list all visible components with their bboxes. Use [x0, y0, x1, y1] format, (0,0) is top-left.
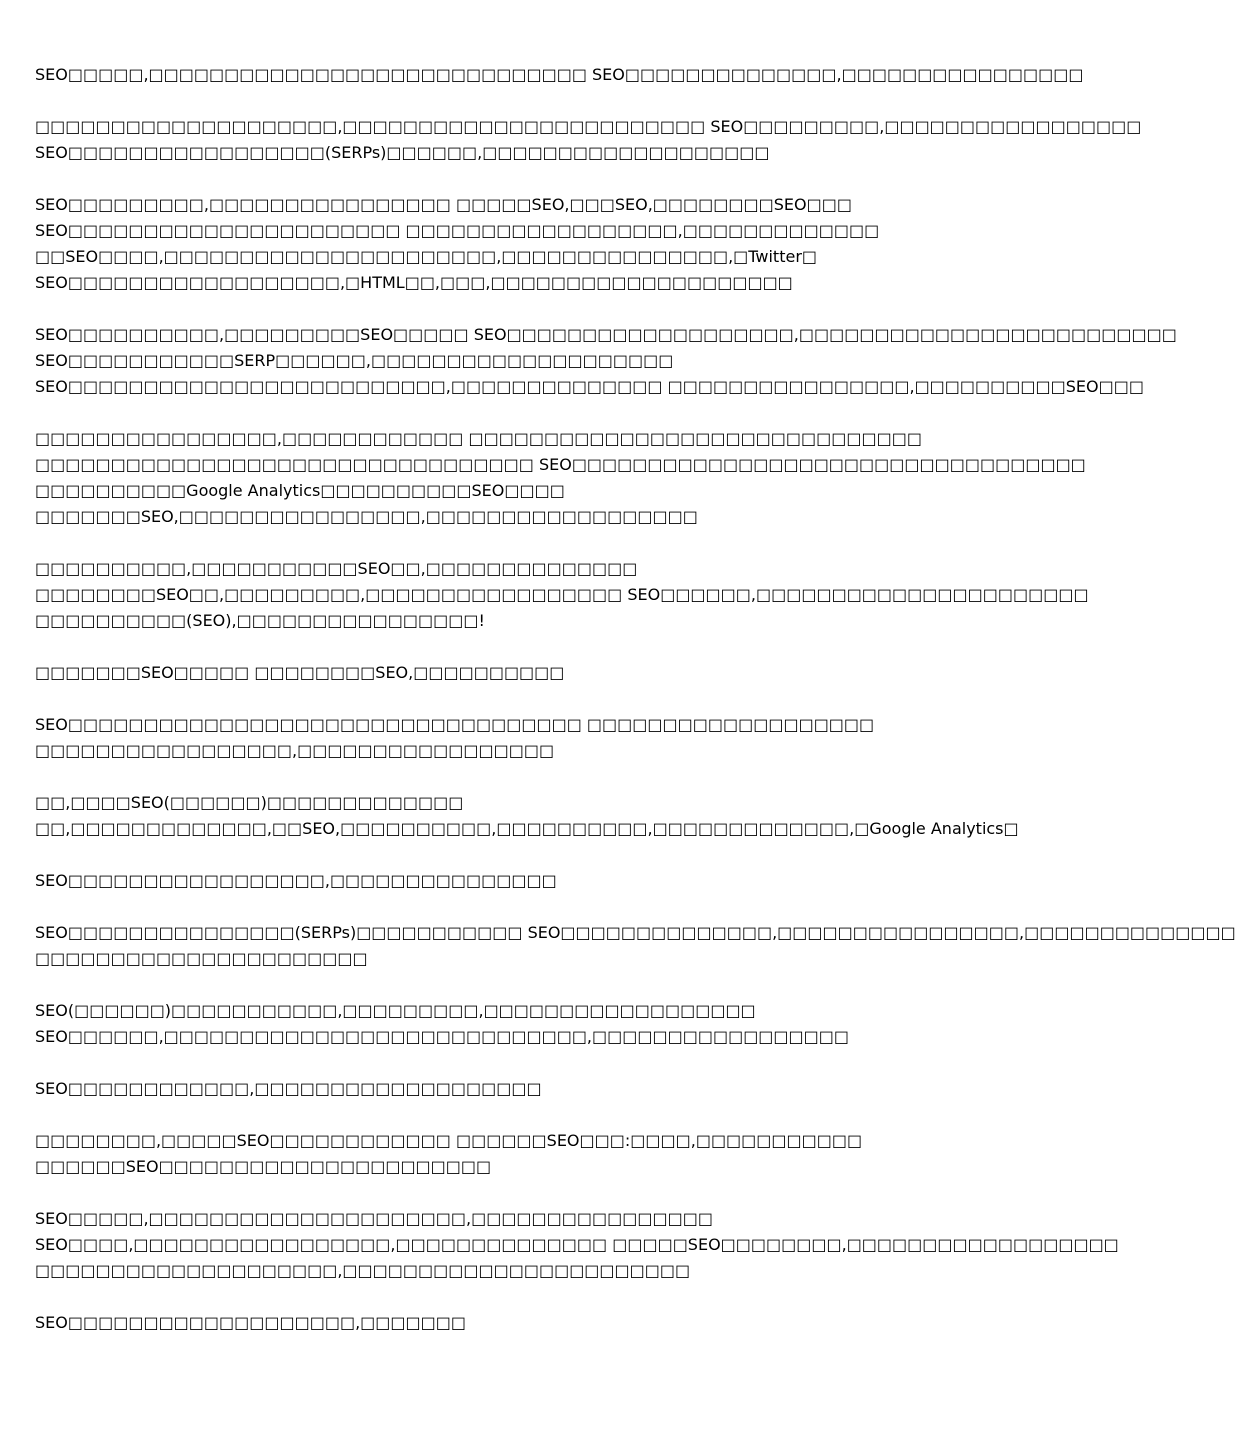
paragraph: [35, 556, 1089, 634]
text-line: □□□□□□□SEO,□□□□□□□□□□□□□□□□,□□□□□□□□□□□□□□□□□□: [35, 507, 698, 526]
text-line: SEO□□□□□□□□□,□□□□□□□□□□□□□□□□ □□□□□SEO,□□□SEO,□□□□□□□□SEO□□□: [35, 195, 852, 214]
paragraph: [35, 660, 1004, 686]
text-line: SEO□□□□□□□□□□□□□□□□□□□□□□□□□,□□□□□□□□□□□□□□ □□□□□□□□□□□□□□□□,□□□□□□□□□□SEO□□□: [35, 377, 1144, 396]
text-line: □□□□□□□SEO□□□□□ □□□□□□□□SEO,□□□□□□□□□□: [35, 663, 565, 682]
text-line: SEO□□□□□□□□□□□□□□□□□□□,□□□□□□□: [35, 1313, 466, 1332]
paragraph: [35, 192, 1004, 296]
text-line: □□□□□□SEO□□□□□□□□□□□□□□□□□□□□□□: [35, 1157, 492, 1176]
text-line: □□□□□□□□□□□□□□□□□□□□□□□□□□□□□□□□□ SEO□□□□□□□□□□□□□□□□□□□□□□□□□□□□□□□□□□: [35, 455, 1086, 474]
paragraph: [35, 1076, 1004, 1102]
paragraph: [35, 998, 1004, 1050]
text-line: □□□□□□□□□□□□□□□□□□□□,□□□□□□□□□□□□□□□□□□□□□□□□ SEO□□□□□□□□□,□□□□□□□□□□□□□□□□□: [35, 117, 1142, 136]
text-line: SEO□□□□□□□□□□□□□□□□□,□□□□□□□□□□□□□□□: [35, 871, 557, 890]
paragraph: [35, 790, 1019, 842]
text-line: SEO□□□□,□□□□□□□□□□□□□□□□□,□□□□□□□□□□□□□□ □□□□□SEO□□□□□□□□,□□□□□□□□□□□□□□□□□□: [35, 1235, 1119, 1254]
text-line: SEO(□□□□□□)□□□□□□□□□□□,□□□□□□□□□,□□□□□□□□□□□□□□□□□□: [35, 1001, 756, 1020]
paragraph: [35, 114, 1142, 166]
paragraph: [35, 322, 1177, 400]
text-line: SEO□□□□□□□□□□□□□□□□□(SERPs)□□□□□□,□□□□□□□□□□□□□□□□□□□: [35, 143, 770, 162]
text-line: SEO□□□□□□□□□□□□□□□□□□□□□□ □□□□□□□□□□□□□□□□□□,□□□□□□□□□□□□□: [35, 221, 880, 240]
text-line: SEO□□□□□□□□□□□□,□□□□□□□□□□□□□□□□□□□: [35, 1079, 542, 1098]
paragraph: [35, 426, 1086, 530]
paragraph: [35, 712, 1004, 764]
text-line: SEO□□□□□,□□□□□□□□□□□□□□□□□□□□□,□□□□□□□□□□□□□□□□: [35, 1209, 713, 1228]
text-line: □□□□□□□□□□Google Analytics□□□□□□□□□□SEO□□□□: [35, 481, 565, 500]
text-line: □□SEO□□□□,□□□□□□□□□□□□□□□□□□□□□□,□□□□□□□□□□□□□□□,□Twitter□: [35, 247, 818, 266]
text-line: □□,□□□□□□□□□□□□□,□□SEO,□□□□□□□□□□,□□□□□□□□□□,□□□□□□□□□□□□□,□Google Analytics□: [35, 819, 1019, 838]
paragraph: [35, 1310, 1004, 1336]
text-line: SEO□□□□□□□□□□,□□□□□□□□□SEO□□□□□ SEO□□□□□□□□□□□□□□□□□□□,□□□□□□□□□□□□□□□□□□□□□□□□□: [35, 325, 1177, 344]
paragraph: [35, 1206, 1119, 1284]
text-line: □□□□□□□□□□(SEO),□□□□□□□□□□□□□□□□!: [35, 611, 485, 630]
text-line: SEO□□□□□□□□□□□SERP□□□□□□,□□□□□□□□□□□□□□□□□□□□: [35, 351, 674, 370]
text-line: SEO□□□□□□,□□□□□□□□□□□□□□□□□□□□□□□□□□□□,□□□□□□□□□□□□□□□□□: [35, 1027, 850, 1046]
text-line: SEO□□□□□□□□□□□□□□□□□□□□□□□□□□□□□□□□□□ □□□□□□□□□□□□□□□□□□□: [35, 715, 875, 734]
text-line: □□□□□□□□□□,□□□□□□□□□□□SEO□□,□□□□□□□□□□□□□□: [35, 559, 638, 578]
text-line: □□□□□□□□□□□□□□□□□,□□□□□□□□□□□□□□□□□: [35, 741, 555, 760]
paragraph: [35, 868, 1004, 894]
paragraph: [35, 1128, 1004, 1180]
paragraph: [35, 62, 1084, 88]
paragraph: [35, 920, 1236, 972]
text-line: □□□□□□□□□□□□□□□□□□□□□□: [35, 949, 368, 968]
document-body: [35, 62, 1236, 1336]
text-line: □□□□□□□□□□□□□□□□,□□□□□□□□□□□□ □□□□□□□□□□□□□□□□□□□□□□□□□□□□□□: [35, 429, 922, 448]
text-line: □□□□□□□□SEO□□,□□□□□□□□□,□□□□□□□□□□□□□□□□□ SEO□□□□□□,□□□□□□□□□□□□□□□□□□□□□□: [35, 585, 1089, 604]
text-line: □□□□□□□□,□□□□□SEO□□□□□□□□□□□□ □□□□□□SEO□□□:□□□□,□□□□□□□□□□□: [35, 1131, 863, 1150]
text-line: SEO□□□□□□□□□□□□□□□□□□,□HTML□□,□□□,□□□□□□□□□□□□□□□□□□□□: [35, 273, 793, 292]
text-line: SEO□□□□□□□□□□□□□□□(SERPs)□□□□□□□□□□□ SEO□□□□□□□□□□□□□□,□□□□□□□□□□□□□□□□,□□□□□□□□□□□□□□: [35, 923, 1236, 942]
text-line: □□,□□□□SEO(□□□□□□)□□□□□□□□□□□□□: [35, 793, 464, 812]
text-line: □□□□□□□□□□□□□□□□□□□□,□□□□□□□□□□□□□□□□□□□□□□□: [35, 1261, 691, 1280]
text-line: SEO□□□□□,□□□□□□□□□□□□□□□□□□□□□□□□□□□□□ SEO□□□□□□□□□□□□□□,□□□□□□□□□□□□□□□□: [35, 65, 1084, 84]
